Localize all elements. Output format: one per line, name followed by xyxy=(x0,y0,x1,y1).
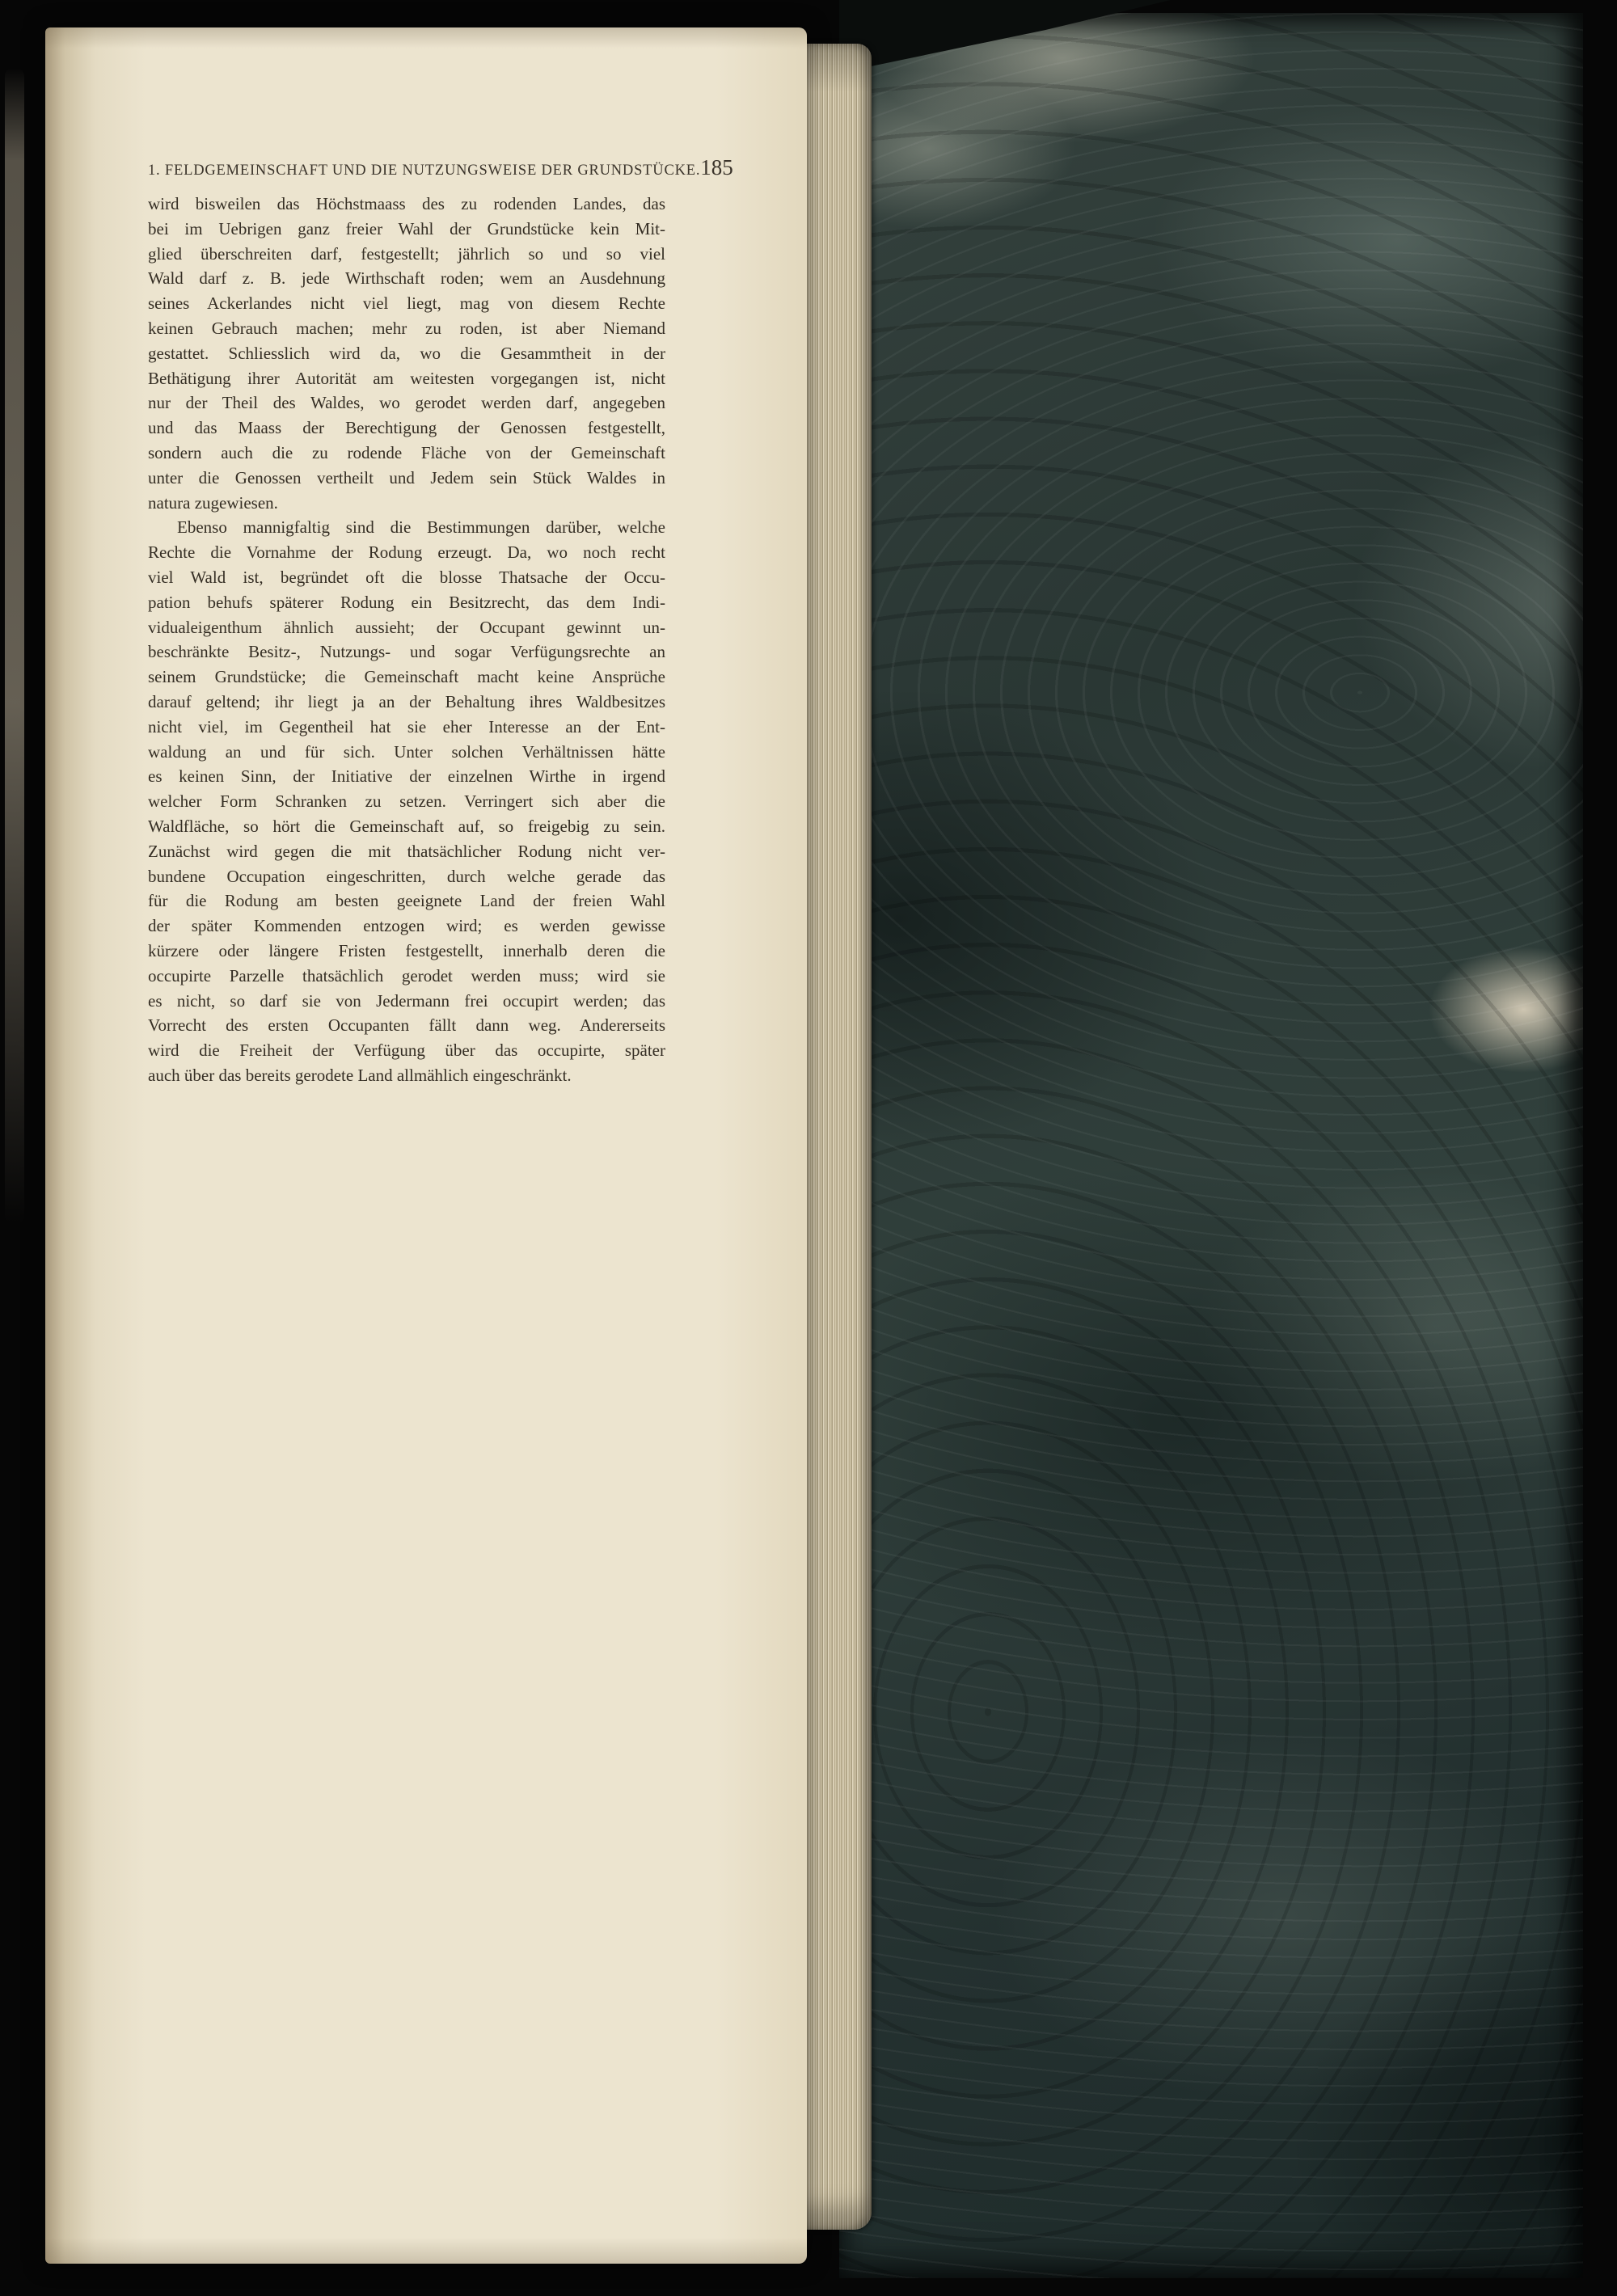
text-line: viel Wald ist, begründet oft die blosse Thatsache der Occu- xyxy=(148,567,665,587)
running-header xyxy=(148,155,733,180)
text-line: waldung an und für sich. Unter solchen Verhältnissen hätte xyxy=(148,741,665,762)
text-line: Rechte die Vornahme der Rodung erzeugt. Da, wo noch recht xyxy=(148,542,665,563)
text-line: pation behufs späterer Rodung ein Besitzrecht, das dem Indi- xyxy=(148,592,665,612)
text-line: auch über das bereits gerodete Land allmählich eingeschränkt. xyxy=(148,1065,572,1085)
text-line: Zunächst wird gegen die mit thatsächlicher Rodung nicht ver- xyxy=(148,841,665,861)
text-line: Vorrecht des ersten Occupanten fällt dann weg. Andererseits xyxy=(148,1015,665,1036)
text-line: natura zugewiesen. xyxy=(148,492,278,513)
text-line: Waldfläche, so hört die Gemeinschaft auf, so freigebig zu sein. xyxy=(148,816,665,836)
text-line: gestattet. Schliesslich wird da, wo die Gesammtheit in der xyxy=(148,343,665,363)
text-line: glied überschreiten darf, festgestellt; jährlich so und so viel xyxy=(148,243,665,264)
text-line: nur der Theil des Waldes, wo gerodet werden darf, angegeben xyxy=(148,393,665,413)
text-line: kürzere oder längere Fristen festgestellt, innerhalb deren die xyxy=(148,940,665,960)
text-line: wird bisweilen das Höchstmaass des zu rodenden Landes, das xyxy=(148,194,665,213)
text-line: welcher Form Schranken zu setzen. Verringert sich aber die xyxy=(148,791,665,812)
text-line: der später Kommenden entzogen wird; es werden gewisse xyxy=(148,916,665,936)
text-line: seines Ackerlandes nicht viel liegt, mag von diesem Rechte xyxy=(148,293,665,314)
text-line: bundene Occupation eingeschritten, durch welche gerade das xyxy=(148,866,665,886)
text-line: unter die Genossen vertheilt und Jedem sein Stück Waldes in xyxy=(148,467,665,487)
book-page xyxy=(45,27,807,2264)
text-line: es nicht, so darf sie von Jedermann frei occupirt werden; das xyxy=(148,990,665,1011)
text-line: beschränkte Besitz-, Nutzungs- und sogar Verfügungsrechte an xyxy=(148,642,665,662)
text-line: es keinen Sinn, der Initiative der einzelnen Wirthe in irgend xyxy=(148,766,665,787)
text-line: nicht viel, im Gegentheil hat sie eher Interesse an der Ent- xyxy=(148,716,665,736)
text-line: wird die Freiheit der Verfügung über das occupirte, später xyxy=(148,1040,665,1061)
text-line: vidualeigenthum ähnlich aussieht; der Occupant gewinnt un- xyxy=(148,617,665,637)
page-number: 185 xyxy=(700,155,733,179)
text-line: Ebenso mannigfaltig sind die Bestimmungen darüber, welche xyxy=(177,517,665,538)
text-line: keinen Gebrauch machen; mehr zu roden, ist aber Niemand xyxy=(148,318,665,338)
text-line: Wald darf z. B. jede Wirthschaft roden; wem an Ausdehnung xyxy=(148,268,665,289)
text-line: sondern auch die zu rodende Fläche von der Gemeinschaft xyxy=(148,442,665,462)
text-line: für die Rodung am besten geeignete Land der freien Wahl xyxy=(148,891,665,911)
text-line: occupirte Parzelle thatsächlich gerodet werden muss; wird sie xyxy=(148,965,665,986)
running-header-title: 1. FELDGEMEINSCHAFT UND DIE NUTZUNGSWEISE DER GRUNDSTÜCKE. xyxy=(148,162,701,179)
text-line: seinem Grundstücke; die Gemeinschaft macht keine Ansprüche xyxy=(148,667,665,687)
marbled-cover-board xyxy=(839,13,1583,2278)
text-line: Bethätigung ihrer Autorität am weitesten vorgegangen ist, nicht xyxy=(148,368,665,388)
text-line: und das Maass der Berechtigung der Genossen festgestellt, xyxy=(148,418,665,438)
text-line: darauf geltend; ihr liegt ja an der Behaltung ihres Waldbesitzes xyxy=(148,691,665,711)
text-block xyxy=(148,192,665,1088)
page-text-area xyxy=(148,155,733,1088)
left-page-sliver xyxy=(5,68,24,1224)
text-line: bei im Uebrigen ganz freier Wahl der Grundstücke kein Mit- xyxy=(148,218,665,238)
